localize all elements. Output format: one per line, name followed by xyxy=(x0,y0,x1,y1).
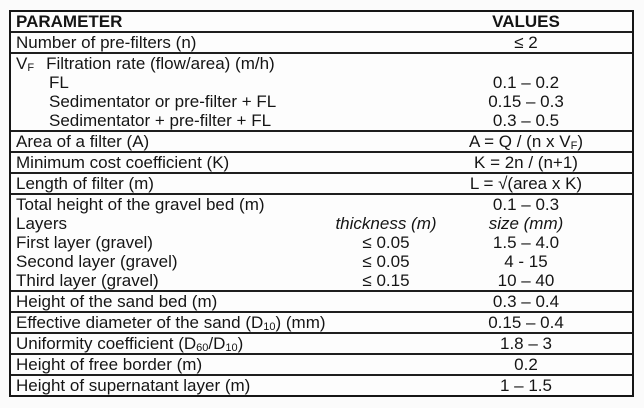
param-label: Minimum cost coefficient (K) xyxy=(16,153,230,172)
row-sand-bed-height xyxy=(11,292,632,313)
thickness-column-header: thickness (m) xyxy=(335,214,437,233)
label-text: ) (mm) xyxy=(275,313,326,332)
label-subscript: 10 xyxy=(225,342,238,353)
label-text: Effective diameter of the sand (D xyxy=(16,313,264,332)
layer-size: 1.5 – 4.0 xyxy=(492,233,560,252)
layers-label: Layers xyxy=(16,214,68,233)
column-header-parameter: PARAMETER xyxy=(16,12,123,31)
row-supernatant-layer-height xyxy=(11,376,632,395)
label-subscript: 10 xyxy=(263,321,276,332)
size-column-header: size (mm) xyxy=(488,214,564,233)
label-text: /D xyxy=(208,334,226,353)
param-label: Area of a filter (A) xyxy=(16,132,150,151)
row-effective-diameter xyxy=(11,313,632,334)
param-value: 0.3 – 0.5 xyxy=(492,111,560,130)
param-label-with-subscript xyxy=(11,313,451,332)
layer-size: 10 – 40 xyxy=(497,271,555,290)
param-value: ≤ 2 xyxy=(514,33,538,52)
param-value: 0.15 – 0.3 xyxy=(488,92,564,111)
vf-symbol: V xyxy=(16,54,28,73)
group-gravel-bed xyxy=(11,195,632,292)
label-text: ) xyxy=(237,334,244,353)
formula-text: A = Q / (n x V xyxy=(469,132,571,151)
param-label: Number of pre-filters (n) xyxy=(16,33,197,52)
label-subscript: 60 xyxy=(196,342,209,353)
param-value: 1 – 1.5 xyxy=(500,376,552,395)
param-value: L = √(area x K) xyxy=(469,174,583,193)
param-value: 0.2 xyxy=(514,355,538,374)
vf-symbol-subscript: F xyxy=(27,62,35,73)
param-value: 0.3 – 0.4 xyxy=(492,292,560,311)
row-uniformity-coefficient xyxy=(11,334,632,355)
param-label: Height of the sand bed (m) xyxy=(16,292,218,311)
filtration-rate-title xyxy=(11,54,451,73)
filtration-rate-label: Filtration rate (flow/area) (m/h) xyxy=(46,54,275,73)
param-value: K = 2n / (n+1) xyxy=(474,153,578,172)
row-area-of-filter xyxy=(11,132,632,153)
layer-label: First layer (gravel) xyxy=(16,233,153,252)
label-text: Uniformity coefficient (D xyxy=(16,334,197,353)
param-label: Height of free border (m) xyxy=(16,355,203,374)
design-parameters-table xyxy=(9,10,634,397)
param-label-with-subscript xyxy=(11,334,451,353)
row-length-of-filter xyxy=(11,174,632,195)
layer-size: 4 - 15 xyxy=(504,252,548,271)
param-label: Sedimentator or pre-filter + FL xyxy=(49,92,277,111)
param-value: 0.1 – 0.3 xyxy=(492,195,560,214)
layer-thickness: ≤ 0.05 xyxy=(362,233,410,252)
param-value: 0.15 – 0.4 xyxy=(488,313,564,332)
param-label: FL xyxy=(49,73,69,92)
param-label: Height of supernatant layer (m) xyxy=(16,376,251,395)
layer-label: Third layer (gravel) xyxy=(16,271,159,290)
column-header-values: VALUES xyxy=(492,12,560,31)
formula-subscript: F xyxy=(570,140,578,152)
row-number-of-pre-filters xyxy=(11,33,632,54)
layer-thickness: ≤ 0.15 xyxy=(362,271,410,290)
row-minimum-cost-coefficient xyxy=(11,153,632,174)
layer-thickness: ≤ 0.05 xyxy=(362,252,410,271)
param-label: Total height of the gravel bed (m) xyxy=(16,195,265,214)
param-label: Length of filter (m) xyxy=(16,174,154,193)
formula-text: ) xyxy=(577,132,583,151)
param-value: 1.8 – 3 xyxy=(500,334,552,353)
param-value: 0.1 – 0.2 xyxy=(492,73,560,92)
table-header-row xyxy=(11,12,632,33)
param-label: Sedimentator + pre-filter + FL xyxy=(49,111,272,130)
row-free-border-height xyxy=(11,355,632,376)
group-filtration-rate xyxy=(11,54,632,132)
param-value-formula xyxy=(451,132,601,151)
layer-label: Second layer (gravel) xyxy=(16,252,178,271)
